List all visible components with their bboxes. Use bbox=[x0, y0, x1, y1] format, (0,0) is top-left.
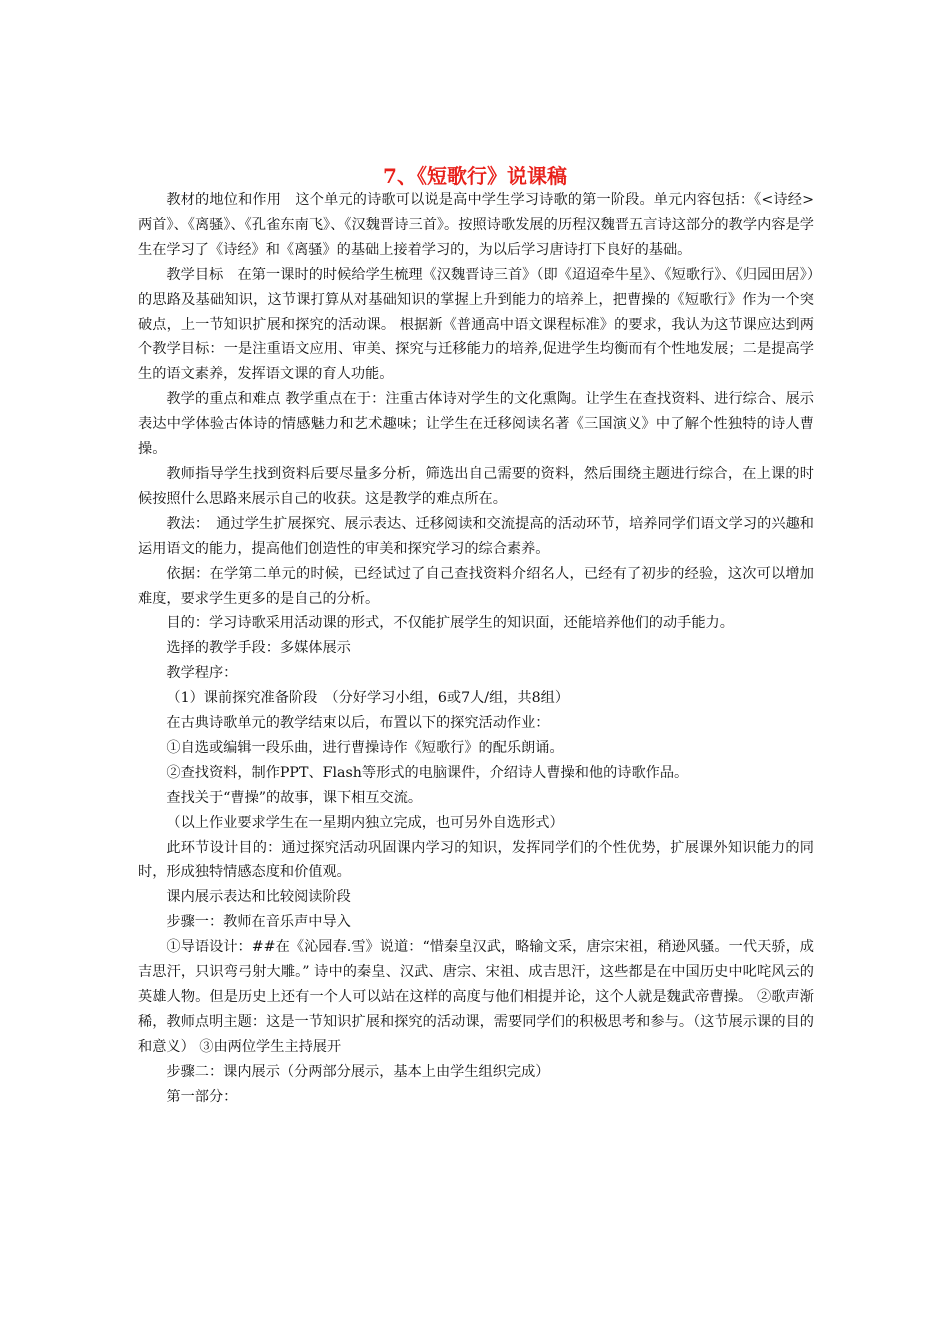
paragraph: 此环节设计目的：通过探究活动巩固课内学习的知识，发挥同学们的个性优势，扩展课外知识能力的同时，形成独特情感态度和价值观。 bbox=[138, 839, 814, 881]
paragraph: 目的：学习诗歌采用活动课的形式，不仅能扩展学生的知识面，还能培养他们的动手能力。 bbox=[166, 615, 734, 632]
paragraph: 在古典诗歌单元的教学结束以后，布置以下的探究活动作业： bbox=[166, 715, 550, 732]
paragraph: ①导语设计：##在《沁园春.雪》说道：“惜秦皇汉武，略输文采，唐宗宋祖，稍逊风骚。一代天骄，成吉思汗，只识弯弓射大雕。” 诗中的秦皇、汉武、唐宗、宋祖、成吉思汗，这些都是在中国历史中叱咤风云的英雄人物。但是历史上还有一个人可以站在这样的高度与他们相提并论，这个人就是魏武帝曹操。 ②歌声渐稀，教师点明主题：这是一节知识扩展和探究的活动课，需要同学们的积极思考和参与。（这节展示课的目的和意义） ③由两位学生主持展开 bbox=[138, 939, 814, 1055]
paragraph: 教学目标 在第一课时的时候给学生梳理《汉魏晋诗三首》（即《迢迢牵牛星》、《短歌行》、《归园田居》）的思路及基础知识，这节课打算从对基础知识的掌握上升到能力的培养上，把曹操的《短歌行》作为一个突破点，上一节知识扩展和探究的活动课。 根据新《普通高中语文课程标准》的要求，我认为这节课应达到两个教学目标：一是注重语文应用、审美、探究与迁移能力的培养,促进学生均衡而有个性地发展；二是提高学生的语文素养，发挥语文课的育人功能。 bbox=[138, 266, 814, 383]
paragraph: ①自选或编辑一段乐曲，进行曹操诗作《短歌行》的配乐朗诵。 bbox=[166, 739, 564, 756]
paragraph: （以上作业要求学生在一星期内独立完成，也可另外自选形式） bbox=[166, 814, 564, 831]
paragraph: ②查找资料，制作PPT、Flash等形式的电脑课件，介绍诗人曹操和他的诗歌作品。 bbox=[166, 764, 689, 781]
document-body bbox=[138, 188, 814, 1110]
paragraph: 第一部分： bbox=[166, 1088, 238, 1105]
paragraph: 教学程序： bbox=[166, 665, 238, 682]
document-title: 7、《短歌行》说课稿 bbox=[383, 164, 567, 188]
paragraph: 教法： 通过学生扩展探究、展示表达、迁移阅读和交流提高的活动环节，培养同学们语文学习的兴趣和运用语文的能力，提高他们创造性的审美和探究学习的综合素养。 bbox=[138, 515, 814, 557]
paragraph: 依据：在学第二单元的时候，已经试过了自己查找资料介绍名人，已经有了初步的经验，这次可以增加难度，要求学生更多的是自己的分析。 bbox=[138, 565, 814, 607]
paragraph: 教材的地位和作用 这个单元的诗歌可以说是高中学生学习诗歌的第一阶段。单元内容包括：《<诗经>两首》、《离骚》、《孔雀东南飞》、《汉魏晋诗三首》。按照诗歌发展的历程汉魏晋五言诗这部分的教学内容是学生在学习了《诗经》和《离骚》的基础上接着学习的，为以后学习唐诗打下良好的基础。 bbox=[138, 192, 814, 258]
paragraph: 教师指导学生找到资料后要尽量多分析，筛选出自己需要的资料，然后围绕主题进行综合，在上课的时候按照什么思路来展示自己的收获。这是教学的难点所在。 bbox=[138, 465, 814, 507]
paragraph: 课内展示表达和比较阅读阶段 bbox=[166, 889, 351, 906]
paragraph: 步骤二：课内展示（分两部分展示，基本上由学生组织完成） bbox=[166, 1063, 550, 1080]
paragraph: （1）课前探究准备阶段 （分好学习小组，6或7人/组，共8组） bbox=[166, 690, 570, 707]
paragraph: 步骤一：教师在音乐声中导入 bbox=[166, 914, 351, 931]
paragraph: 查找关于“曹操”的故事，课下相互交流。 bbox=[166, 789, 423, 806]
paragraph: 教学的重点和难点 教学重点在于：注重古体诗对学生的文化熏陶。让学生在查找资料、进行综合、展示表达中学体验古体诗的情感魅力和艺术趣味；让学生在迁移阅读名著《三国演义》中了解个性独特的诗人曹操。 bbox=[138, 391, 814, 458]
paragraph: 选择的教学手段：多媒体展示 bbox=[166, 640, 351, 657]
